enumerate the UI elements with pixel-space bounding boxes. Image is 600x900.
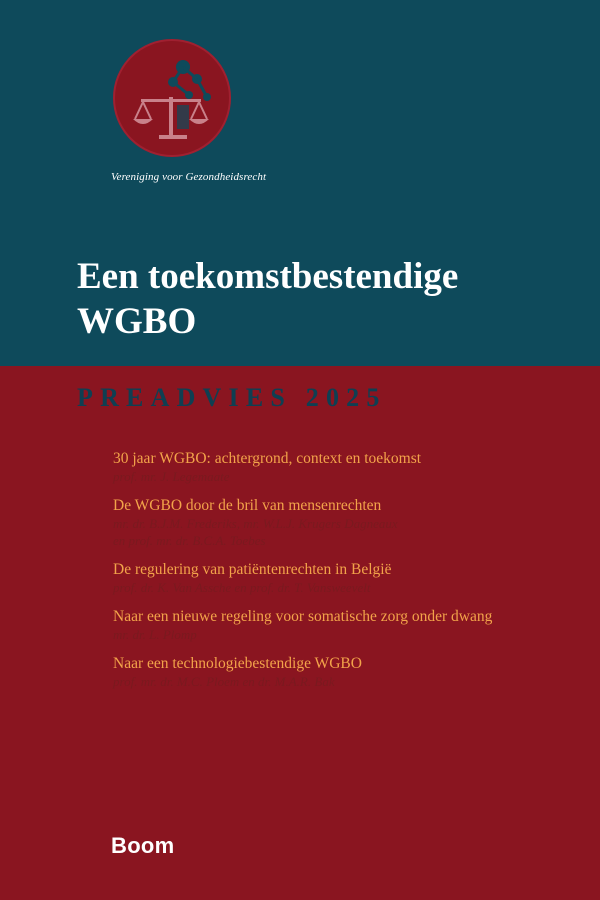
entry-title: Naar een technologiebestendige WGBO (113, 655, 362, 672)
entry-author-line: prof. mr. dr. M.C. Ploem en dr. M.A.R. Bak (113, 674, 335, 689)
top-band (0, 0, 600, 366)
entry-author-line: prof. mr. J. Legemaate (113, 469, 230, 484)
entry-authors (113, 673, 593, 690)
entry-title: Naar een nieuwe regeling voor somatische zorg onder dwang (113, 608, 493, 625)
entry-author-line: mr. dr. L. Plomp (113, 627, 197, 642)
book-title (77, 254, 458, 344)
association-name: Vereniging voor Gezondheidsrecht (111, 171, 267, 183)
contents-entry (113, 654, 593, 690)
entry-authors (113, 515, 593, 549)
scales-of-justice-emblem-icon (111, 37, 233, 159)
entry-title: De WGBO door de bril van mensenrechten (113, 497, 382, 514)
entry-authors (113, 626, 593, 643)
contents-entry (113, 496, 593, 549)
entry-title: De regulering van patiëntenrechten in België (113, 561, 392, 578)
publisher-logo: Boom (111, 833, 175, 858)
book-title-line-2: WGBO (77, 301, 197, 342)
entry-authors (113, 579, 593, 596)
entry-author-line: prof. dr. K. Van Assche en prof. dr. T. Vansweevelt (113, 580, 371, 595)
entry-author-line: en prof. mr. dr. B.C.A. Toebes (113, 533, 266, 548)
entry-authors (113, 468, 593, 485)
series-label: PREADVIES 2025 (77, 383, 387, 412)
contents-entry (113, 449, 593, 485)
entry-title: 30 jaar WGBO: achtergrond, context en toekomst (113, 450, 422, 467)
entry-author-line: mr. dr. B.J.M. Frederiks, mr. W.L.J. Krugers Dagneaux (113, 516, 398, 531)
contents-entry (113, 560, 593, 596)
book-title-line-1: Een toekomstbestendige (77, 256, 459, 297)
contents-list (113, 449, 593, 701)
contents-entry (113, 607, 593, 643)
